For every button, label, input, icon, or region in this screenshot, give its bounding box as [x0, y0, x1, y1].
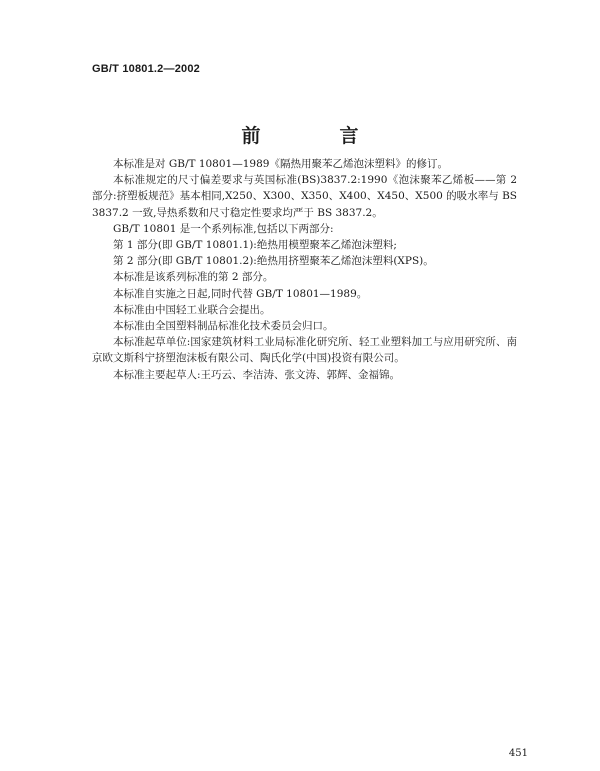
paragraph-series-intro: GB/T 10801 是一个系列标准,包括以下两部分: [113, 222, 334, 235]
paragraph-part-1: 第 1 部分(即 GB/T 10801.1):绝热用模塑聚苯乙烯泡沫塑料; [113, 239, 397, 252]
standard-code-header: GB/T 10801.2—2002 [92, 63, 200, 75]
paragraph-drafters: 本标准主要起草人:王巧云、李洁涛、张文涛、郭辉、金福锦。 [113, 368, 401, 381]
foreword-body [92, 156, 517, 383]
paragraph-drafting-units: 本标准起草单位:国家建筑材料工业局标准化研究所、轻工业塑料加工与应用研究所、南京欧文斯科宁挤塑泡沫板有限公司、陶氏化学(中国)投资有限公司。 [92, 336, 517, 365]
paragraph-revision-note: 本标准是对 GB/T 10801—1989《隔热用聚苯乙烯泡沫塑料》的修订。 [113, 158, 448, 170]
paragraph-bs-comparison: 本标准规定的尺寸偏差要求与英国标准(BS)3837.2:1990《泡沫聚苯乙烯板——第 2 部分:挤塑板规范》基本相同,X250、X300、X350、X400、X450、X500 的吸水率与 BS 3837.2 一致,导热系数和尺寸稳定性要求均严于 BS 3837.2。 [92, 174, 517, 219]
paragraph-centralized-by: 本标准由全国塑料制品标准化技术委员会归口。 [113, 320, 334, 333]
page-number: 451 [508, 748, 528, 759]
paragraph-part-2: 第 2 部分(即 GB/T 10801.2):绝热用挤塑聚苯乙烯泡沫塑料(XPS)。 [113, 255, 434, 268]
paragraph-replaces: 本标准自实施之日起,同时代替 GB/T 10801—1989。 [113, 287, 368, 300]
paragraph-this-part: 本标准是该系列标准的第 2 部分。 [113, 271, 274, 284]
paragraph-proposed-by: 本标准由中国轻工业联合会提出。 [113, 303, 271, 316]
page-title: 前 言 [241, 125, 389, 147]
